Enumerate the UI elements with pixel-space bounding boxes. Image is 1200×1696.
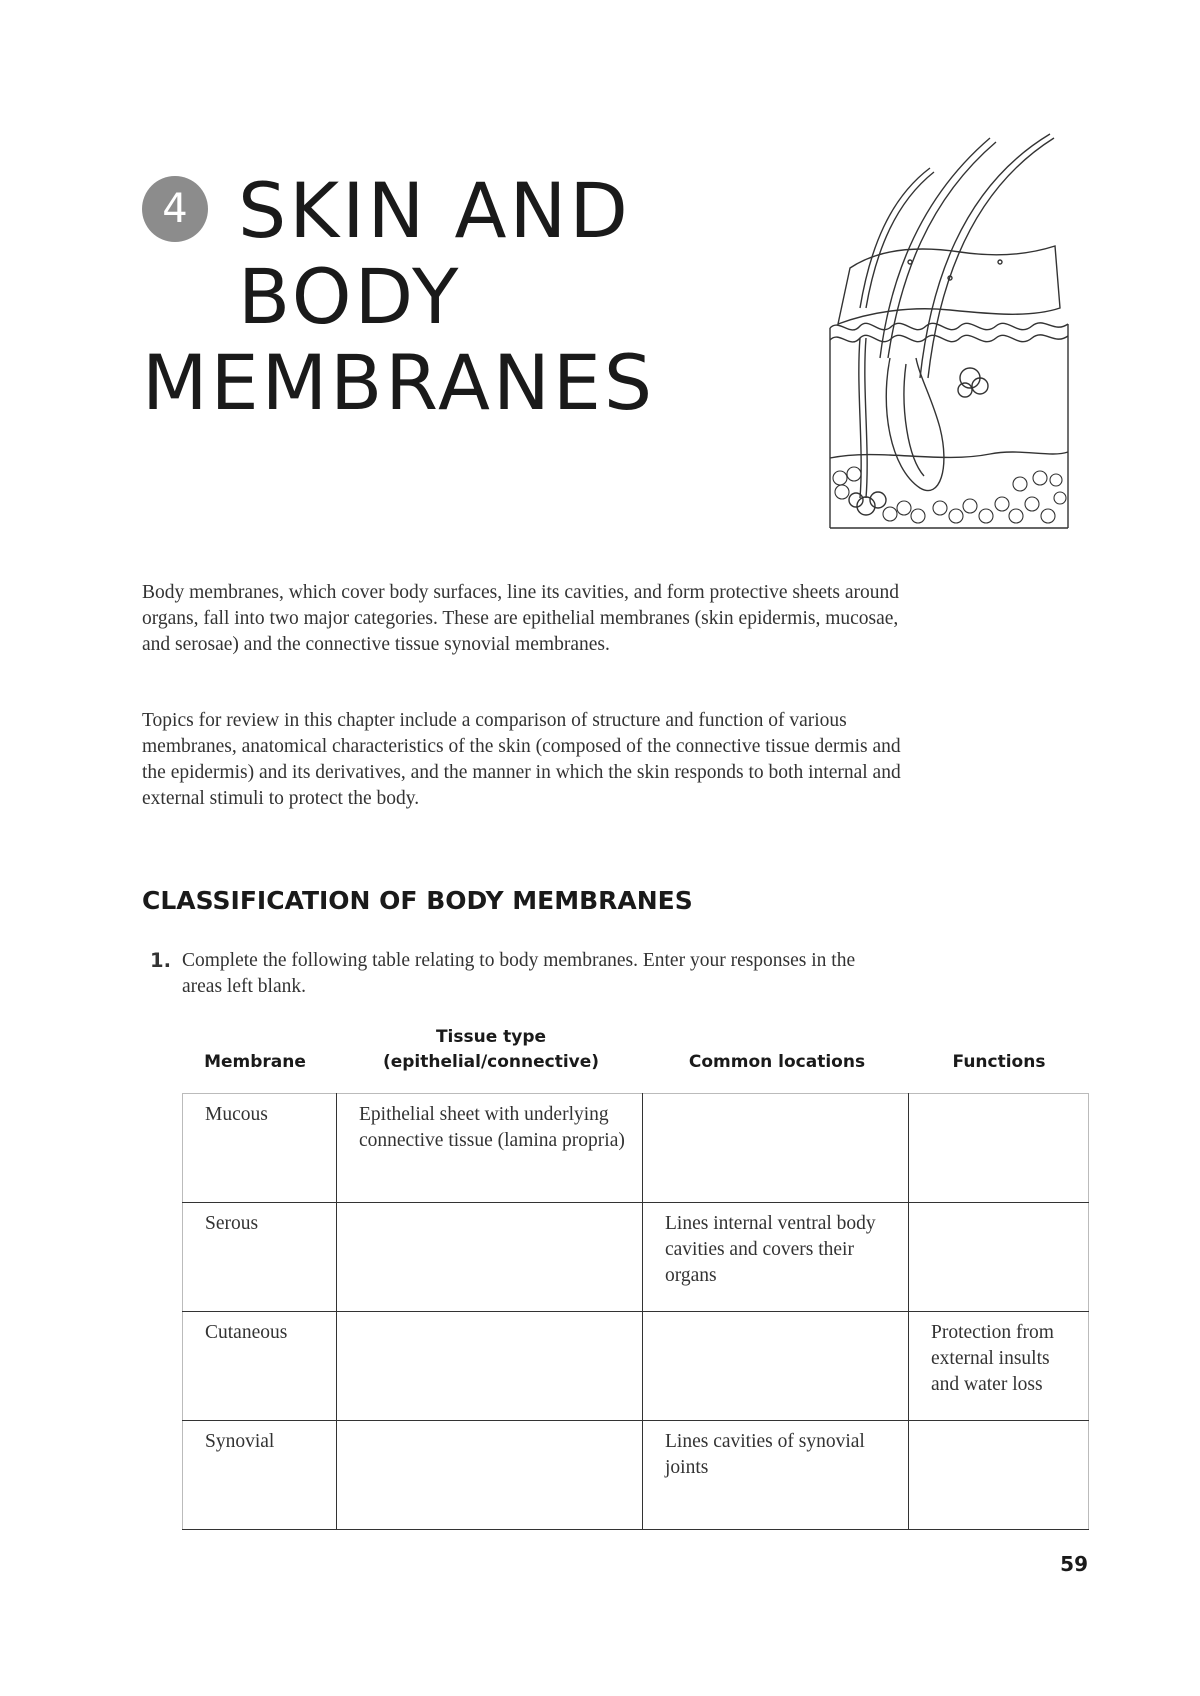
- cell-tissue-type[interactable]: [337, 1421, 643, 1530]
- intro-paragraph-1: Body membranes, which cover body surfaces, line its cavities, and form protective sheets around organs, fall into two major categories. These are epithelial membranes (skin epidermis, mucosae, and serosae) and the connective tissue synovial membranes.: [142, 582, 900, 655]
- cell-common-locations[interactable]: [643, 1094, 909, 1203]
- skin-cross-section-illustration: [820, 128, 1080, 538]
- column-header-tissue-type-line1: Tissue type: [435, 1027, 547, 1047]
- cell-membrane: Serous: [183, 1203, 337, 1312]
- table-row: [183, 1312, 1089, 1421]
- cell-membrane: Mucous: [183, 1094, 337, 1203]
- table-row: [183, 1094, 1089, 1203]
- cell-common-locations[interactable]: Lines internal ventral body cavities and covers their organs: [643, 1203, 909, 1312]
- chapter-title-line2: MEMBRANES: [142, 338, 656, 427]
- section-heading: CLASSIFICATION OF BODY MEMBRANES: [142, 886, 693, 915]
- cell-tissue-type[interactable]: [337, 1203, 643, 1312]
- membranes-table: [182, 1093, 1089, 1530]
- cell-functions[interactable]: [909, 1421, 1089, 1530]
- cell-common-locations[interactable]: Lines cavities of synovial joints: [643, 1421, 909, 1530]
- exercise-1: [150, 948, 870, 1000]
- column-header-common-locations: Common locations: [688, 1052, 866, 1072]
- cell-common-locations[interactable]: [643, 1312, 909, 1421]
- column-header-tissue-type-line2: (epithelial/connective): [382, 1052, 600, 1072]
- intro-paragraph-2: Topics for review in this chapter include a comparison of structure and function of various membranes, anatomical characteristics of the skin (composed of the connective tissue dermis and the epidermis) and its derivatives, and the manner in which the skin responds to both internal and external stimuli to protect the body.: [142, 710, 901, 809]
- column-header-membrane: Membrane: [204, 1052, 306, 1072]
- chapter-number: 4: [162, 186, 188, 232]
- table-row: [183, 1421, 1089, 1530]
- page-number: 59: [1060, 1552, 1088, 1576]
- cell-tissue-type[interactable]: [337, 1312, 643, 1421]
- cell-tissue-type[interactable]: Epithelial sheet with underlying connective tissue (lamina propria): [337, 1094, 643, 1203]
- chapter-title-line1: SKIN AND BODY: [238, 166, 631, 341]
- cell-functions[interactable]: Protection from external insults and water loss: [909, 1312, 1089, 1421]
- exercise-instruction: Complete the following table relating to body membranes. Enter your responses in the areas left blank.: [182, 950, 856, 997]
- exercise-number: 1.: [150, 949, 171, 972]
- table-row: [183, 1203, 1089, 1312]
- column-header-tissue-type: [338, 1025, 644, 1075]
- cell-functions[interactable]: [909, 1094, 1089, 1203]
- column-header-functions: Functions: [952, 1052, 1046, 1072]
- cell-functions[interactable]: [909, 1203, 1089, 1312]
- cell-membrane: Cutaneous: [183, 1312, 337, 1421]
- cell-membrane: Synovial: [183, 1421, 337, 1530]
- chapter-title: [142, 168, 822, 426]
